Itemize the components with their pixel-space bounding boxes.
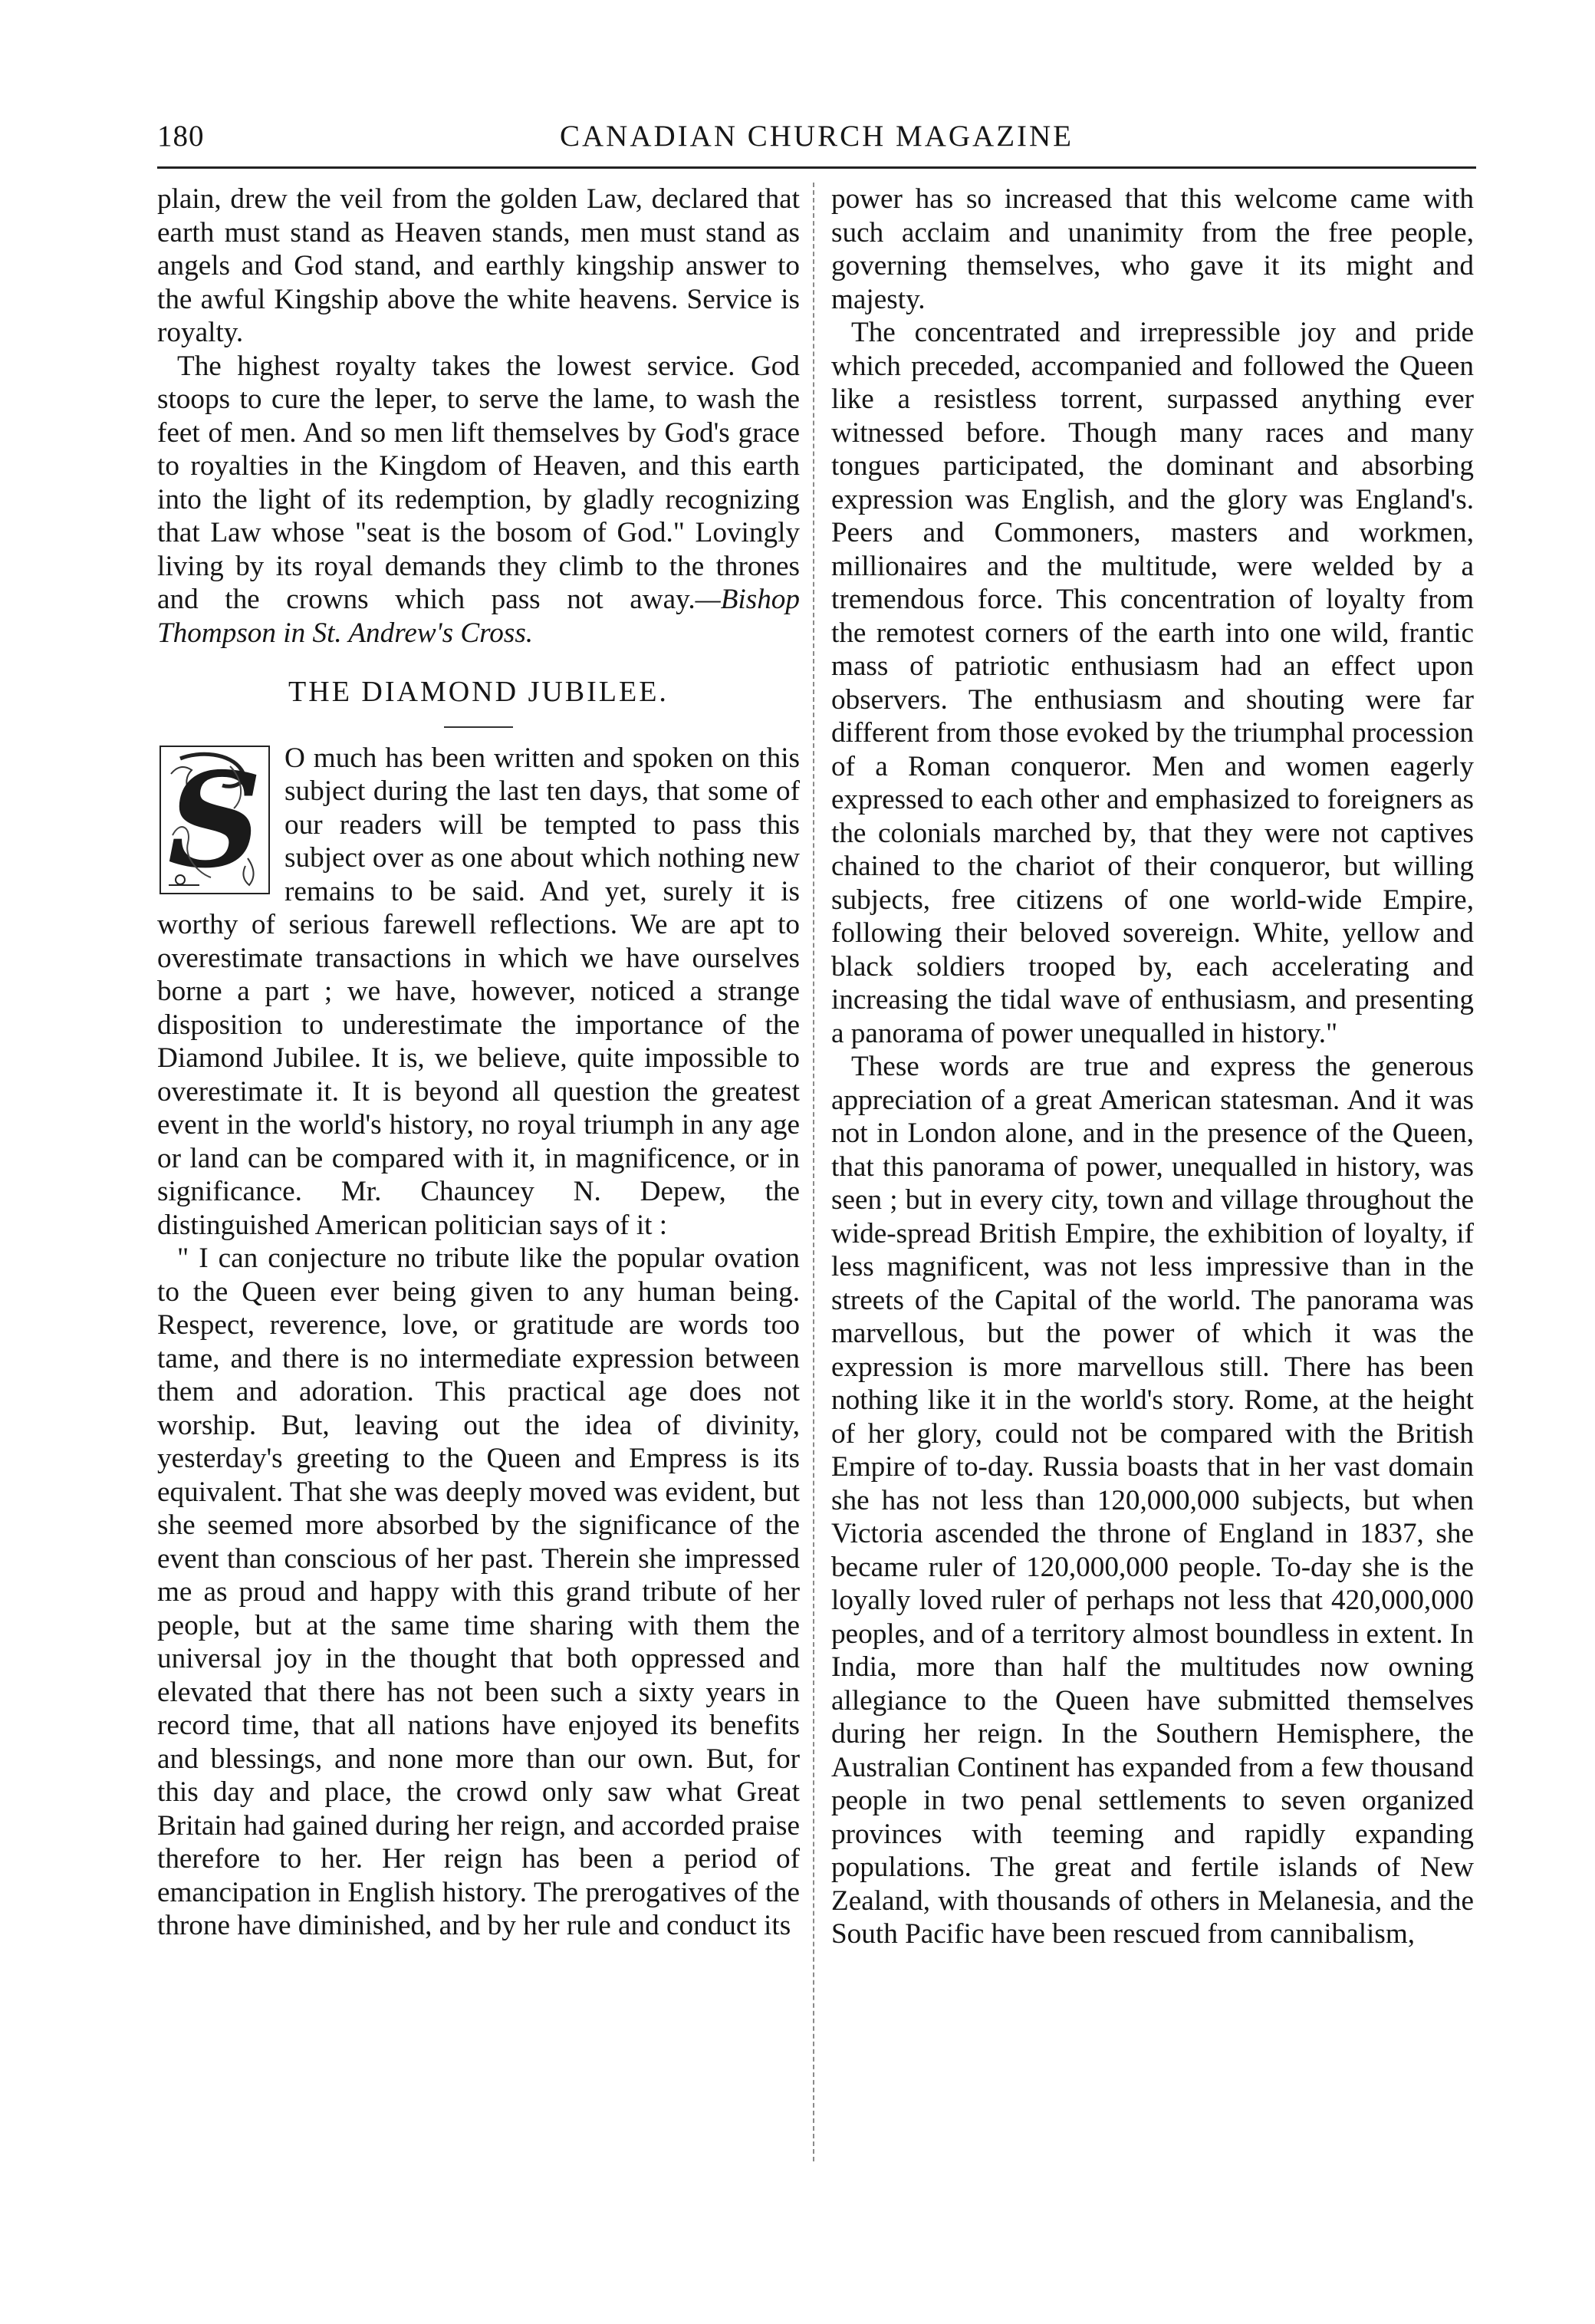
paragraph	[157, 350, 800, 650]
paragraph: O much has been written and spoken on this subject during the last ten days, that some of our readers will be tempted to pass this subject over as one about which nothing new remains to be said. And yet, surely it is worthy of serious farewell reflections. We are apt to overestimate transactions in which we have ourselves borne a part ; we have, however, noticed a strange disposition to underestimate the importance of the Diamond Jubilee. It is, we believe, quite impossible to overestimate it. It is beyond all question the greatest event in the world's history, no royal triumph in any age or land can be compared with it, in magnificence, or in significance. Mr. Chauncey N. Depew, the distinguished American politician says of it :	[157, 742, 800, 1241]
right-column	[831, 183, 1474, 1951]
paragraph: The concentrated and irrepressible joy and pride which preceded, accompanied and followed the Queen like a resistless torrent, surpassed anything ever witnessed before. Though many races and many tongues participated, the dominant and absorbing expression was English, and the glory was England's. Peers and Commoners, masters and workmen, millionaires and the multitude, were welded by a tremendous force. This concentration of loyalty from the remotest corners of the earth into one wild, frantic mass of patriotic enthusiasm had an effect upon observers. The enthusiasm and shouting were far different from those evoked by the triumphal procession of a Roman conqueror. Men and women eagerly expressed to each other and emphasized to foreigners as the colonials marched by, that they were not captives chained to the chariot of their conqueror, but willing subjects, free citizens of one world-wide Empire, following their beloved sovereign. White, yellow and black soldiers trooped by, each accelerating and increasing the tidal wave of enthusiasm, and presenting a panorama of power unequalled in history."	[831, 317, 1474, 1049]
paragraph: plain, drew the veil from the golden Law, declared that earth must stand as Heaven stands, men must stand as angels and God stand, and earthly kingship answer to the awful Kingship above the white heavens. Service is royalty.	[157, 183, 800, 348]
svg-text:S: S	[167, 743, 262, 897]
paragraph-text: The highest royalty takes the lowest service. God stoops to cure the leper, to serve the lame, to wash the feet of men. And so men lift themselves by God's grace to royalties in the Kingdom of Heaven, and this earth into the light of its redemption, by gladly recognizing that Law whose "seat is the bosom of God." Lovingly living by its royal demands they climb to the thrones and the crowns which pass not away.	[157, 350, 800, 615]
quote-paragraph: " I can conjecture no tribute like the popular ovation to the Queen ever being given to any human being. Respect, reverence, love, or gratitude are words too tame, and there is no intermediate expression between them and adoration. This practical age does not worship. But, leaving out the idea of divinity, yesterday's greeting to the Queen and Empress is its equivalent. That she was deeply moved was evident, but she seemed more absorbed by the significance of the event than conscious of her past. Therein she impressed me as proud and happy with this grand tribute of her people, but at the same time sharing with them the universal joy in the thought that both oppressed and elevated that there has not been such a sixty years in record time, that all nations have enjoyed its benefits and blessings, and none more than our own. But, for this day and place, the crowd only saw what Great Britain had gained during her reign, and accorded praise therefore to her. Her reign has been a period of emancipation in English history. The prerogatives of the throne have diminished, and by her rule and conduct its	[157, 1243, 800, 1941]
citation: —Bishop Thompson in St. Andrew's Cross.	[157, 584, 800, 649]
dropcap-s-icon	[157, 743, 272, 897]
paragraph: These words are true and express the generous appreciation of a great American statesman. And it was not in London alone, and in the presence of the Queen, that this panorama of power, unequalled in history, was seen ; but in every city, town and village throughout the wide-spread British Empire, the exhibition of loyalty, if less magnificent, was not less impressive than in the streets of the Capital of the world. The panorama was marvellous, but the power of which it was the expression is more marvellous still. There has been nothing like it in the world's story. Rome, at the height of her glory, could not be compared with the British Empire of to-day. Russia boasts that in her vast domain she has not less than 120,000,000 subjects, but when Victoria ascended the throne of England in 1837, she became ruler of 120,000,000 people. To-day she is the loyally loved ruler of perhaps not less that 420,000,000 peoples, and of a territory almost boundless in extent. In India, more than half the multitudes now owning allegiance to the Queen have submitted themselves during her reign. In the Southern Hemisphere, the Australian Continent has expanded from a few thousand people in two penal settlements to seven organized provinces with teeming and rapidly expanding populations. The great and fertile islands of New Zealand, with thousands of others in Melanesia, and the South Pacific have been rescued from cannibalism,	[831, 1051, 1474, 1950]
page-header	[157, 119, 1476, 169]
paragraph: power has so increased that this welcome came with such acclaim and unanimity from the free people, governing themselves, who gave it its might and majesty.	[831, 183, 1474, 315]
running-title: CANADIAN CHURCH MAGAZINE	[560, 120, 1074, 153]
left-column	[157, 183, 800, 1943]
ornamental-dropcap	[157, 743, 272, 897]
column-divider	[813, 183, 814, 2161]
section-heading: THE DIAMOND JUBILEE.	[288, 676, 669, 708]
page-number: 180	[157, 120, 205, 153]
heading-divider	[444, 726, 513, 728]
